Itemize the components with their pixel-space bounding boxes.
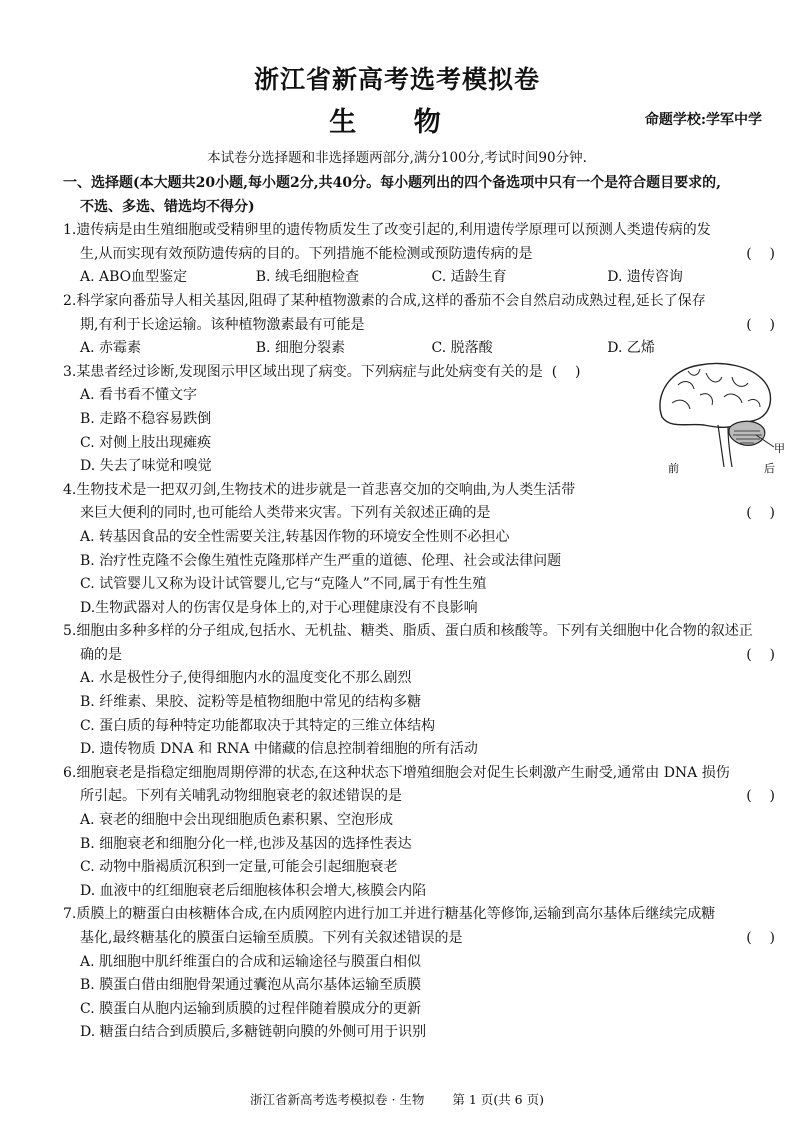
- cerebellum: [729, 421, 765, 445]
- option-a: A. 看书看不懂文字: [80, 387, 198, 404]
- option-c: C. 对侧上肢出现瘫痪: [80, 434, 212, 451]
- option-c: C. 试管婴儿又称为设计试管婴儿,它与“克隆人”不同,属于有性生殖: [80, 576, 487, 593]
- option-d: D. 遗传咨询: [607, 269, 683, 286]
- label-front: 前: [668, 461, 679, 475]
- answer-bracket: ( ): [746, 245, 775, 262]
- question-7-line1: 7.质膜上的糖蛋白由核糖体合成,在内质网腔内进行加工并进行糖基化等修饰,运输到高尔基体后继续完成糖: [63, 906, 716, 923]
- answer-bracket: ( ): [746, 316, 775, 333]
- option-a: A. 肌细胞中肌纤维蛋白的合成和运输途径与膜蛋白相似: [80, 953, 422, 970]
- footer-exam-name: 浙江省新高考选考模拟卷 · 生物: [250, 1092, 425, 1107]
- answer-bracket: ( ): [746, 788, 775, 805]
- option-b: B. 纤维素、果胶、淀粉等是植物细胞中常见的结构多糖: [80, 694, 422, 711]
- option-b: B. 膜蛋白借由细胞骨架通过囊泡从高尔基体运输至质膜: [80, 977, 422, 994]
- question-7-line2: 基化,最终糖基化的膜蛋白运输至质膜。下列有关叙述错误的是 ( ): [63, 927, 783, 951]
- question-3-line1: 3.某患者经过诊断,发现图示甲区域出现了病变。下列病症与此处病变有关的是 ( ): [63, 363, 581, 380]
- question-6-line1: 6.细胞衰老是指稳定细胞周期停滞的状态,在这种状态下增殖细胞会对促生长刺激产生耐受,通常由 DNA 损伤: [63, 764, 730, 781]
- option-c: C. 动物中脂褐质沉积到一定量,可能会引起细胞衰老: [80, 859, 398, 876]
- page-footer: [0, 1090, 794, 1108]
- option-d: D. 遗传物质 DNA 和 RNA 中储藏的信息控制着细胞的所有活动: [80, 741, 478, 758]
- brain-diagram: [648, 355, 788, 475]
- question-4-line2: 来巨大便利的同时,也可能给人类带来灾害。下列有关叙述正确的是 ( ): [63, 502, 783, 526]
- option-c: C. 蛋白质的每种特定功能都取决于其特定的三维立体结构: [80, 717, 436, 734]
- brain-folds: [672, 369, 760, 409]
- option-d: D. 糖蛋白结合到质膜后,多糖链朝向膜的外侧可用于识别: [80, 1024, 427, 1041]
- label-jia: 甲: [774, 441, 785, 455]
- option-a: A. ABO血型鉴定: [80, 269, 188, 286]
- option-c: C. 适龄生育: [431, 269, 507, 286]
- answer-bracket: ( ): [746, 505, 775, 522]
- question-5-line1: 5.细胞由多种多样的分子组成,包括水、无机盐、糖类、脂质、蛋白质和核酸等。下列有关细胞中化合物的叙述正: [63, 623, 753, 640]
- option-b: B. 绒毛细胞检查: [255, 269, 359, 286]
- option-d: D.生物武器对人的伤害仅是身体上的,对于心理健康没有不良影响: [80, 599, 478, 616]
- school-label: 命题学校:学军中学: [644, 112, 762, 128]
- section-heading: 一、选择题(本大题共20小题,每小题2分,共40分。每小题列出的四个备选项中只有一个是符合题目要求的,: [63, 175, 721, 191]
- answer-bracket: ( ): [746, 646, 775, 663]
- footer-page-number: 第 1 页(共 6 页): [452, 1092, 544, 1107]
- question-4-line1: 4.生物技术是一把双刃剑,生物技术的进步就是一首悲喜交加的交响曲,为人类生活带: [63, 481, 576, 498]
- question-content: [63, 172, 783, 1045]
- question-2-line1: 2.科学家向番茄导人相关基因,阻碍了某种植物激素的合成,这样的番茄不会自然启动成熟过程,延长了保存: [63, 292, 706, 309]
- option-b: B. 细胞衰老和细胞分化一样,也涉及基因的选择性表达: [80, 835, 412, 852]
- question-3: [63, 361, 783, 479]
- option-b: B. 细胞分裂素: [255, 340, 345, 357]
- cerebrum-outline: [660, 363, 771, 427]
- label-back: 后: [764, 461, 775, 475]
- option-b: B. 走路不稳容易跌倒: [80, 410, 212, 427]
- subject-title: 生 物: [329, 107, 465, 138]
- question-1-options: [63, 266, 783, 290]
- option-d: D. 血液中的红细胞衰老后细胞核体积会增大,核膜会内陷: [80, 882, 427, 899]
- option-d: D. 失去了味觉和嗅觉: [80, 458, 212, 475]
- option-a: A. 转基因食品的安全性需要关注,转基因作物的环境安全性则不必担心: [80, 528, 510, 545]
- question-1-line1: 1.遗传病是由生殖细胞或受精卵里的遗传物质发生了改变引起的,利用遗传学原理可以预测人类遗传病的发: [63, 222, 711, 239]
- answer-bracket: ( ): [551, 363, 581, 380]
- instructions: 本试卷分选择题和非选择题两部分,满分100分,考试时间90分钟.: [207, 150, 587, 166]
- question-2-line2: 期,有利于长途运输。该种植物激素最有可能是 ( ): [63, 314, 783, 338]
- option-b: B. 治疗性克隆不会像生殖性克隆那样产生严重的道德、伦理、社会或法律问题: [80, 552, 562, 569]
- option-d: D. 乙烯: [607, 340, 655, 357]
- page-title: 浙江省新高考选考模拟卷: [253, 65, 540, 94]
- option-c: C. 脱落酸: [431, 340, 493, 357]
- section-heading-cont: 不选、多选、错选均不得分): [80, 198, 255, 215]
- option-a: A. 赤霉素: [80, 340, 142, 357]
- question-1-line2: 生,从而实现有效预防遗传病的目的。下列措施不能检测或预防遗传病的是 ( ): [63, 243, 783, 267]
- question-6-line2: 所引起。下列有关哺乳动物细胞衰老的叙述错误的是 ( ): [63, 785, 783, 809]
- option-a: A. 水是极性分子,使得细胞内水的温度变化不那么剧烈: [80, 670, 412, 687]
- option-a: A. 衰老的细胞中会出现细胞质色素积累、空泡形成: [80, 812, 394, 829]
- answer-bracket: ( ): [746, 930, 775, 946]
- question-5-line2: 确的是 ( ): [63, 644, 783, 668]
- option-c: C. 膜蛋白从胞内运输到质膜的过程伴随着膜成分的更新: [80, 1000, 422, 1017]
